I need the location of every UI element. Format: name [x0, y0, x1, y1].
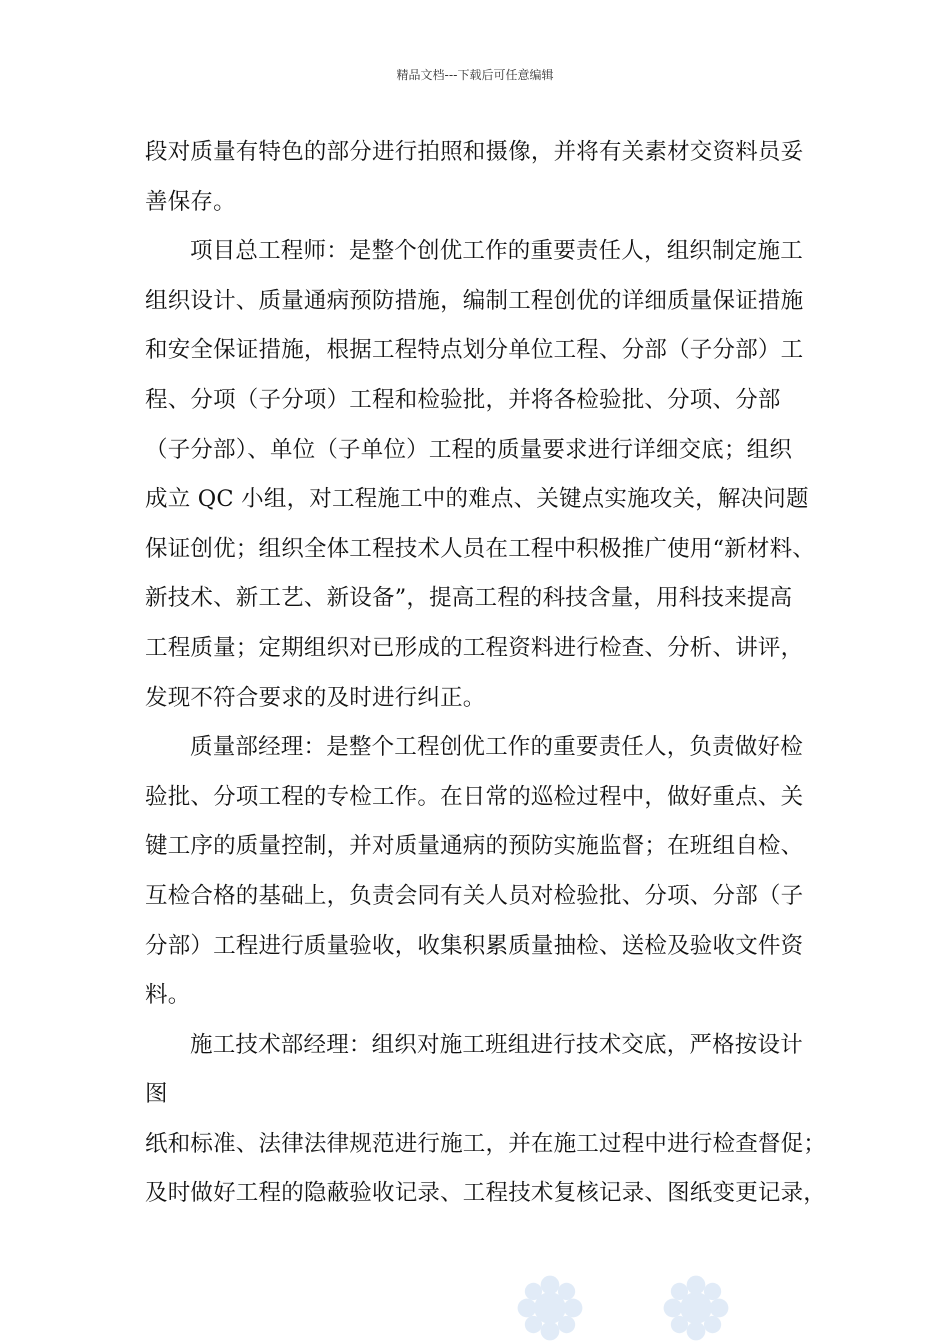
snowflake-watermark-icon: [514, 1272, 586, 1344]
text-line: 新技术、新工艺、新设备”，提高工程的科技含量，用科技来提高: [145, 585, 793, 612]
text-line: 发现不符合要求的及时进行纠正。: [145, 684, 486, 711]
text-line: 纸和标准、法律法律规范进行施工，并在施工过程中进行检查督促；: [145, 1130, 827, 1157]
text-line: 组织设计、质量通病预防措施，编制工程创优的详细质量保证措施: [145, 287, 804, 314]
paragraph-start-line: 质量部经理：是整个工程创优工作的重要责任人，负责做好检: [190, 734, 803, 761]
paragraph-start-line: 施工技术部经理：组织对施工班组进行技术交底，严格按设计: [190, 1031, 803, 1058]
page-header: 精品文档---下载后可任意编辑: [396, 68, 554, 82]
text-line: 图: [145, 1081, 168, 1108]
text-line: 分部）工程进行质量验收，收集积累质量抽检、送检及验收文件资: [145, 932, 804, 959]
document-body: [145, 128, 827, 1219]
text-line: 验批、分项工程的专检工作。在日常的巡检过程中，做好重点、关: [145, 783, 804, 810]
text-line: 及时做好工程的隐蔽验收记录、工程技术复核记录、图纸变更记录，: [145, 1180, 827, 1207]
text-line: 和安全保证措施，根据工程特点划分单位工程、分部（子分部）工: [145, 337, 804, 364]
text-line: 段对质量有特色的部分进行拍照和摄像，并将有关素材交资料员妥: [145, 139, 804, 165]
text-line: （子分部）、单位（子单位）工程的质量要求进行详细交底；组织: [145, 436, 793, 463]
snowflake-watermark-icon: [660, 1272, 732, 1344]
text-line: 程、分项（子分项）工程和检验批，并将各检验批、分项、分部: [145, 386, 781, 413]
text-line: 键工序的质量控制，并对质量通病的预防实施监督；在班组自检、: [145, 833, 804, 860]
text-line: 善保存。: [145, 188, 236, 215]
text-line: 料。: [145, 982, 191, 1009]
text-line: 工程质量；定期组织对已形成的工程资料进行检查、分析、讲评，: [145, 634, 804, 661]
text-line: 保证创优；组织全体工程技术人员在工程中积极推广使用“新材料、: [145, 535, 816, 562]
paragraph-start-line: 项目总工程师：是整个创优工作的重要责任人，组织制定施工: [190, 238, 803, 265]
text-line: 互检合格的基础上，负责会同有关人员对检验批、分项、分部（子: [145, 882, 804, 909]
text-line: 成立 QC 小组，对工程施工中的难点、关键点实施攻关，解决问题: [145, 486, 809, 513]
